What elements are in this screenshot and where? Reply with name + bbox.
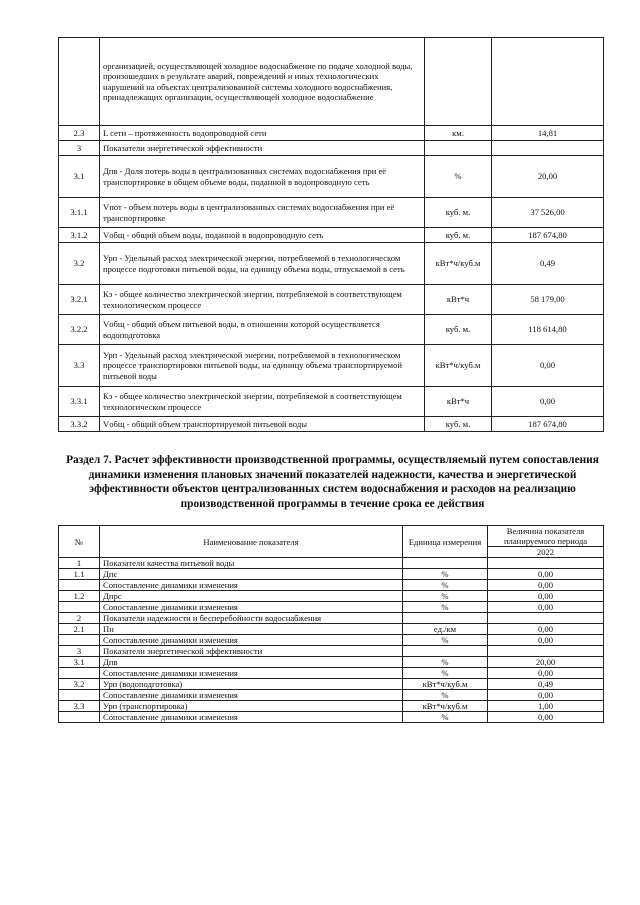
unit: кВт*ч/куб.м	[403, 701, 488, 712]
unit	[425, 38, 492, 126]
row-number: 3.2	[59, 243, 100, 285]
section-7-heading: Раздел 7. Расчет эффективности производственной программы, осуществляемый путем сопоставления динамики изменения плановых значений показателей надежности, качества и энергетической эффективности объектов централизованных систем водоснабжения и расходов на реализацию производственной программы в течение срока ее действия	[66, 454, 599, 510]
table-row	[59, 156, 604, 198]
value: 0,00	[488, 712, 604, 723]
value: 0,00	[488, 569, 604, 580]
value: 118 614,80	[492, 315, 604, 345]
row-number: 3	[59, 141, 100, 156]
unit: %	[403, 690, 488, 701]
unit: кВт*ч/куб.м	[403, 679, 488, 690]
indicator-name: Сопоставление динамики изменения	[100, 580, 403, 591]
header-year: 2022	[488, 547, 604, 558]
value	[488, 558, 604, 569]
table-row	[59, 646, 604, 657]
indicator-name: Показатели надежности и бесперебойности водоснабжения	[100, 613, 403, 624]
table-row	[59, 701, 604, 712]
value: 37 526,00	[492, 198, 604, 228]
row-number: 2	[59, 613, 100, 624]
indicator-name: Vпот - объем потерь воды в централизованных системах водоснабжения при её транспортировке	[100, 198, 425, 228]
value	[488, 646, 604, 657]
indicator-name: Урп (водоподготовка)	[100, 679, 403, 690]
value: 187 674,80	[492, 228, 604, 243]
header-value: Величина показателя планируемого периода	[488, 526, 604, 547]
unit: кВт*ч	[425, 387, 492, 417]
unit	[403, 646, 488, 657]
value: 1,00	[488, 701, 604, 712]
table-row	[59, 228, 604, 243]
table-row	[59, 198, 604, 228]
unit: %	[425, 156, 492, 198]
table-row	[59, 417, 604, 432]
value	[492, 38, 604, 126]
table-row	[59, 712, 604, 723]
unit: %	[403, 580, 488, 591]
value	[488, 613, 604, 624]
row-number: 2.3	[59, 126, 100, 141]
efficiency-calculation-table	[58, 525, 604, 723]
indicator-name: Урп (транспортировка)	[100, 701, 403, 712]
header-name: Наименование показателя	[100, 526, 403, 558]
row-number	[59, 690, 100, 701]
indicator-name: Vобщ - общий объем транспортируемой питьевой воды	[100, 417, 425, 432]
indicator-name: Кэ - общее количество электрической энергии, потребляемой в соответствующем технологическом процессе	[100, 387, 425, 417]
row-number	[59, 712, 100, 723]
header-row	[59, 526, 604, 547]
row-number: 1	[59, 558, 100, 569]
value: 0,00	[488, 602, 604, 613]
unit: куб. м.	[425, 228, 492, 243]
unit	[403, 558, 488, 569]
table-row	[59, 635, 604, 646]
indicator-name: Кэ - общее количество электрической энергии, потребляемой в соответствующем технологическом процессе	[100, 285, 425, 315]
unit: куб. м.	[425, 198, 492, 228]
unit	[425, 141, 492, 156]
row-number: 3.2.2	[59, 315, 100, 345]
value: 187 674,80	[492, 417, 604, 432]
header-unit: Единица измерения	[403, 526, 488, 558]
row-number: 3.3.1	[59, 387, 100, 417]
indicator-name: Показатели энергетической эффективности	[100, 141, 425, 156]
row-number: 3	[59, 646, 100, 657]
table-row	[59, 613, 604, 624]
row-number	[59, 602, 100, 613]
table-row	[59, 141, 604, 156]
row-number: 1.2	[59, 591, 100, 602]
indicator-name: Дпв	[100, 657, 403, 668]
indicator-name: Сопоставление динамики изменения	[100, 690, 403, 701]
indicator-name: Урп - Удельный расход электрической энергии, потребляемой в технологическом процессе подготовки питьевой воды, на единицу объема воды, отпускаемой в сеть	[100, 243, 425, 285]
indicator-name: Дпрс	[100, 591, 403, 602]
unit: %	[403, 569, 488, 580]
indicator-name: Сопоставление динамики изменения	[100, 712, 403, 723]
row-number: 3.1	[59, 657, 100, 668]
value: 0,00	[488, 668, 604, 679]
value: 14,81	[492, 126, 604, 141]
table-row	[59, 679, 604, 690]
row-number: 1.1	[59, 569, 100, 580]
row-number: 3.1.2	[59, 228, 100, 243]
table-row	[59, 285, 604, 315]
table-row	[59, 345, 604, 387]
unit: куб. м.	[425, 417, 492, 432]
unit: %	[403, 712, 488, 723]
indicator-name: Vобщ - общий объем воды, поданной в водопроводную сеть	[100, 228, 425, 243]
table-row	[59, 624, 604, 635]
unit: кВт*ч/куб.м	[425, 243, 492, 285]
table-row	[59, 38, 604, 126]
row-number: 3.3	[59, 345, 100, 387]
value	[492, 141, 604, 156]
table-row	[59, 668, 604, 679]
value: 20,00	[488, 657, 604, 668]
unit: км.	[425, 126, 492, 141]
unit: куб. м.	[425, 315, 492, 345]
indicator-name: Сопоставление динамики изменения	[100, 668, 403, 679]
indicator-name: Сопоставление динамики изменения	[100, 635, 403, 646]
unit: %	[403, 657, 488, 668]
indicator-name: Дпс	[100, 569, 403, 580]
row-number: 3.1.1	[59, 198, 100, 228]
unit: кВт*ч/куб.м	[425, 345, 492, 387]
unit: кВт*ч	[425, 285, 492, 315]
indicator-name: Дпв - Доля потерь воды в централизованных системах водоснабжения при её транспортировке в общем объеме воды, поданной в водопроводную сеть	[100, 156, 425, 198]
value: 0,00	[492, 345, 604, 387]
value: 0,00	[488, 591, 604, 602]
row-number: 3.1	[59, 156, 100, 198]
table-row	[59, 591, 604, 602]
indicator-name: Сопоставление динамики изменения	[100, 602, 403, 613]
table-row	[59, 243, 604, 285]
table-row	[59, 558, 604, 569]
row-number	[59, 580, 100, 591]
row-number: 3.2.1	[59, 285, 100, 315]
table-row	[59, 580, 604, 591]
table-row	[59, 387, 604, 417]
unit: ед./км	[403, 624, 488, 635]
value: 58 179,00	[492, 285, 604, 315]
unit: %	[403, 602, 488, 613]
row-number	[59, 668, 100, 679]
value: 0,00	[488, 690, 604, 701]
value: 0,49	[492, 243, 604, 285]
table-row	[59, 315, 604, 345]
value: 20,00	[492, 156, 604, 198]
row-number	[59, 635, 100, 646]
indicator-name: организацией, осуществляющей холодное водоснабжение по подаче холодной воды, произошедших в результате аварий, повреждений и иных технологических нарушений на объектах централизованной системы холодного водоснабжения, принадлежащих организации, осуществляющей холодное водоснабжение	[100, 38, 425, 126]
row-number: 3.3	[59, 701, 100, 712]
indicator-name: Урп - Удельный расход электрической энергии, потребляемой в технологическом процессе транспортировки питьевой воды, на единицу объема транспортируемой питьевой воды	[100, 345, 425, 387]
unit: %	[403, 668, 488, 679]
unit: %	[403, 591, 488, 602]
row-number: 3.2	[59, 679, 100, 690]
indicator-name: L сети – протяженность водопроводной сети	[100, 126, 425, 141]
unit: %	[403, 635, 488, 646]
value: 0,00	[492, 387, 604, 417]
unit	[403, 613, 488, 624]
indicator-name: Пн	[100, 624, 403, 635]
table-row	[59, 690, 604, 701]
energy-indicators-table	[58, 37, 604, 432]
value: 0,49	[488, 679, 604, 690]
row-number: 2.1	[59, 624, 100, 635]
indicator-name: Показатели энергетической эффективности	[100, 646, 403, 657]
header-num: №	[59, 526, 100, 558]
row-number	[59, 38, 100, 126]
indicator-name: Vобщ - общий объем питьевой воды, в отношении которой осуществляется водоподготовка	[100, 315, 425, 345]
table-row	[59, 569, 604, 580]
value: 0,00	[488, 580, 604, 591]
indicator-name: Показатели качества питьевой воды	[100, 558, 403, 569]
table-row	[59, 602, 604, 613]
value: 0,00	[488, 635, 604, 646]
table-row	[59, 657, 604, 668]
value: 0,00	[488, 624, 604, 635]
table-row	[59, 126, 604, 141]
row-number: 3.3.2	[59, 417, 100, 432]
